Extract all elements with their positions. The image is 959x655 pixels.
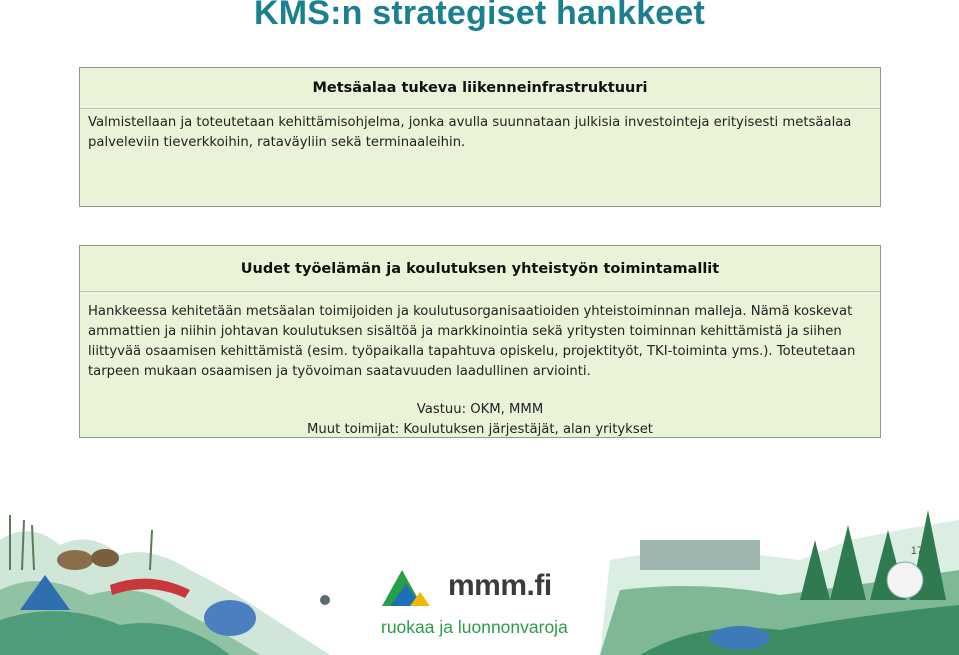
logo-wordmark: mmm.fi — [448, 569, 552, 602]
logo-tagline: ruokaa ja luonnonvaroja — [381, 617, 568, 637]
project-heading: Metsäalaa tukeva liikenneinfrastruktuuri — [80, 68, 880, 109]
responsible-line: Vastuu: OKM, MMM — [416, 402, 544, 417]
project-box-infrastructure — [79, 67, 881, 207]
slide-number: 17 — [910, 545, 923, 557]
project-heading: Uudet työelämän ja koulutuksen yhteistyön toimintamallit — [80, 246, 880, 292]
other-actors-line: Muut toimijat: Koulutuksen järjestäjät, alan yritykset — [307, 422, 653, 437]
slide-title: KMS:n strategiset hankkeet — [253, 0, 706, 32]
project-description: Valmistellaan ja toteutetaan kehittämisohjelma, jonka avulla suunnataan julkisia investointeja erityisesti metsäalaa palveleviin tieverkkoihin, rataväyliin sekä terminaaleihin. — [88, 115, 852, 150]
project-box-education — [79, 245, 881, 438]
project-description: Hankkeessa kehitetään metsäalan toimijoiden ja koulutusorganisaatioiden yhteistoiminnan malleja. Nämä koskevat ammattien ja niihin johtavan koulutuksen sisältöä ja markkinointia sekä yritysten toiminnan kehittämistä ja siihen liittyvää osaamisen kehittämistä (esim. työpaikalla tapahtuva opiskelu, projektityöt, TKI-toiminta yms.). Toteutetaan tarpeen mukaan osaamisen ja työvoiman saatavuuden laadullinen arviointi. — [88, 304, 856, 379]
